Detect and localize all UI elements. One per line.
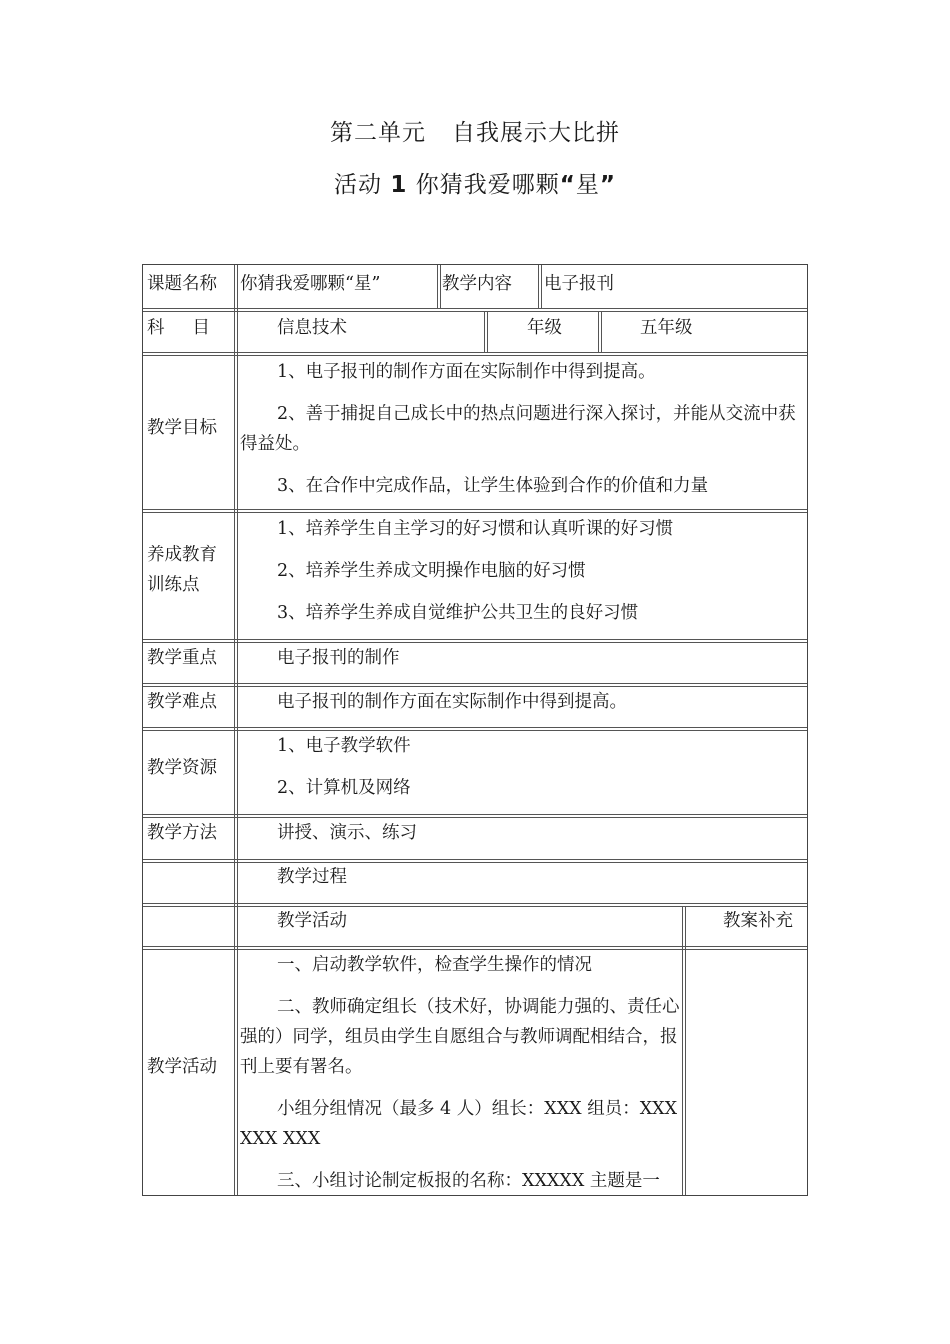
activities-list [240,950,682,1208]
activity-column-header: 教学活动 [277,911,347,931]
activity-prefix: 活动 [334,172,383,198]
activity-name: 你猜我爱哪颗 [415,172,560,198]
difficulty-label: 教学难点 [147,692,217,712]
goal-item: 3、在合作中完成作品，让学生体验到合作的价值和力量 [277,476,709,496]
resources-list [240,731,807,815]
content-label: 教学内容 [442,274,512,294]
open-quote: “ [559,172,576,198]
resource-item: 1、电子教学软件 [277,736,411,756]
topic-value: 你猜我爱哪颗“星” [240,274,381,294]
goals-list [240,357,807,513]
difficulty-value: 电子报刊的制作方面在实际制作中得到提高。 [277,692,627,712]
goal-item: 1、电子报刊的制作方面在实际制作中得到提高。 [277,362,656,382]
subject-value: 信息技术 [277,318,347,338]
activity-item: 三、小组讨论制定板报的名称：XXXXX 主题是一 [277,1171,660,1191]
unit-label: 第二单元 [330,120,426,146]
method-value: 讲授、演示、练习 [277,823,417,843]
resource-item: 2、计算机及网络 [277,778,411,798]
subject-label: 科 目 [147,318,210,338]
activity-item: 一、启动教学软件，检查学生操作的情况 [277,955,592,975]
key-value: 电子报刊的制作 [277,648,400,668]
unit-title [0,114,950,147]
unit-name: 自我展示大比拼 [452,120,620,146]
activity-title [0,166,950,199]
habit-item: 2、培养学生养成文明操作电脑的好习惯 [277,561,586,581]
close-quote: ” [599,172,616,198]
method-label: 教学方法 [147,823,217,843]
habit-item: 3、培养学生养成自觉维护公共卫生的良好习惯 [277,603,639,623]
resources-label: 教学资源 [147,758,217,778]
activity-item: 小组分组情况（最多 4 人）组长：XXX 组员：XXX XXX XXX [240,1099,678,1149]
activities-label: 教学活动 [147,1057,217,1077]
topic-label: 课题名称 [147,274,217,294]
grade-value: 五年级 [640,318,693,338]
supplement-column-header: 教案补充 [723,911,793,931]
key-label: 教学重点 [147,648,217,668]
grade-label: 年级 [527,318,562,338]
activity-item: 二、教师确定组长（技术好，协调能力强的、责任心强的）同学，组员由学生自愿组合与教师调配相结合，报刊上要有署名。 [240,997,680,1077]
habits-label: 养成教育训练点 [147,545,217,595]
goals-label: 教学目标 [147,418,217,438]
habit-item: 1、培养学生自主学习的好习惯和认真听课的好习惯 [277,519,674,539]
lesson-table [142,264,808,1196]
activity-number: 1 [390,172,408,198]
process-heading: 教学过程 [277,867,347,887]
activity-star: 星 [575,172,600,198]
goal-item: 2、善于捕捉自己成长中的热点问题进行深入探讨，并能从交流中获得益处。 [240,404,796,454]
habits-list [240,514,807,640]
content-value: 电子报刊 [544,274,614,294]
